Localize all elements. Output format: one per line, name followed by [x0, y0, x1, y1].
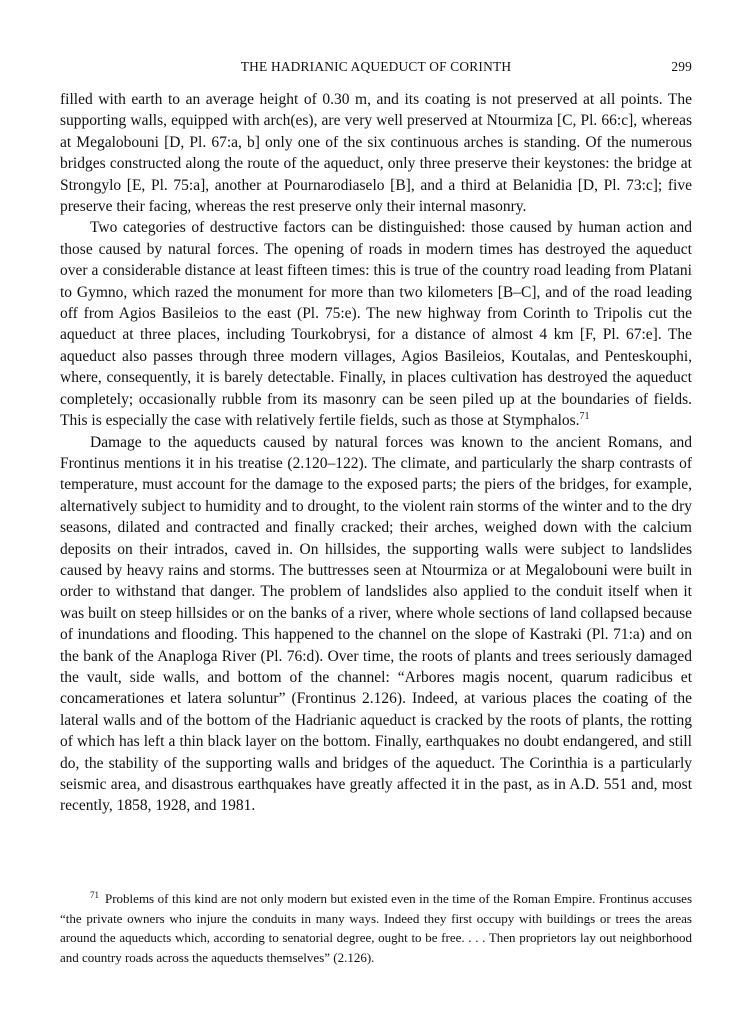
footnote	[60, 889, 692, 967]
paragraph-text: Two categories of destructive factors can be distinguished: those caused by human action and those caused by natural forces. The opening of roads in modern times has destroyed the aqueduct over a considerable distance at least fifteen times: this is true of the country road leading from Platani to Gymno, which razed the monument for more than two kilometers [B–C], and of the road leading off from Agios Basileios to the east (Pl. 75:e). The new highway from Corinth to Tripolis cut the aqueduct at three places, including Tourkobrysi, for a distance of almost 4 km [F, Pl. 67:e]. The aqueduct also passes through three modern villages, Agios Basileios, Koutalas, and Penteskouphi, where, consequently, it is barely detectable. Finally, in places cultivation has destroyed the aqueduct completely; occasionally rubble from its masonry can be seen piled up at the boundaries of fields. This is especially the case with relatively fertile fields, such as those at Stymphalos.	[60, 219, 692, 430]
footnote-ref[interactable]: 71	[579, 410, 590, 422]
main-text	[60, 89, 692, 817]
page-header	[60, 59, 692, 79]
paragraph-natural-forces: Damage to the aqueducts caused by natural forces was known to the ancient Romans, and Frontinus mentions it in his treatise (2.120–122). The climate, and particularly the sharp contrasts of temperature, must account for the damage to the exposed parts; the piers of the bridges, for example, alternatively subject to humidity and to drought, to the violent rain storms of the winter and to the dry seasons, dilated and contracted and finally cracked; their arches, weighed down with the calcium deposits on their intrados, caved in. On hillsides, the supporting walls were subject to landslides caused by heavy rains and storms. The buttresses seen at Ntourmiza or at Megalobouni were built in order to withstand that danger. The problem of landslides also applied to the conduit itself when it was built on steep hillsides or on the banks of a river, where whole sections of land collapsed because of inundations and flooding. This happened to the channel on the slope of Kastraki (Pl. 71:a) and on the bank of the Anaploga River (Pl. 76:d). Over time, the roots of plants and trees seriously damaged the vault, side walls, and bottom of the channel: “Arbores magis nocent, quarum radicibus et concamerationes et latera soluntur” (Frontinus 2.126). Indeed, at various places the coating of the lateral walls and of the bottom of the Hadrianic aqueduct is cracked by the roots of plants, the rotting of which has left a thin black layer on the bottom. Finally, earthquakes no doubt endangered, and still do, the stability of the supporting walls and bridges of the aqueduct. The Corinthia is a particularly seismic area, and disastrous earthquakes have greatly affected it in the past, as in A.D. 551 and, most recently, 1858, 1928, and 1981.	[60, 433, 692, 815]
page-number: 299	[671, 59, 692, 74]
paragraph-continued: filled with earth to an average height of 0.30 m, and its coating is not preserved at all points. The supporting walls, equipped with arch(es), are very well preserved at Ntourmiza [C, Pl. 66:c], whereas at Megalobouni [D, Pl. 67:a, b] only one of the six continuous arches is standing. Of the numerous bridges constructed along the route of the aqueduct, only three preserve their keystones: the bridge at Strongylo [E, Pl. 75:a], another at Pournarodiaselo [B], and a third at Belanidia [D, Pl. 73:c]; five preserve their facing, whereas the rest preserve only their internal masonry.	[60, 91, 692, 216]
footnote-number: 71	[90, 889, 99, 900]
paragraph-destructive-factors	[60, 217, 692, 431]
footnotes	[60, 889, 692, 967]
footnote-text: Problems of this kind are not only modern but existed even in the time of the Roman Empire. Frontinus accuses “the private owners who injure the conduits in many ways. Indeed they first occupy with buildings or trees the areas around the aqueducts which, according to senatorial degree, ought to be free. . . . Then proprietors lay out neighborhood and country roads across the aqueducts themselves” (2.126).	[60, 891, 692, 965]
running-title: THE HADRIANIC AQUEDUCT OF CORINTH	[240, 59, 512, 74]
